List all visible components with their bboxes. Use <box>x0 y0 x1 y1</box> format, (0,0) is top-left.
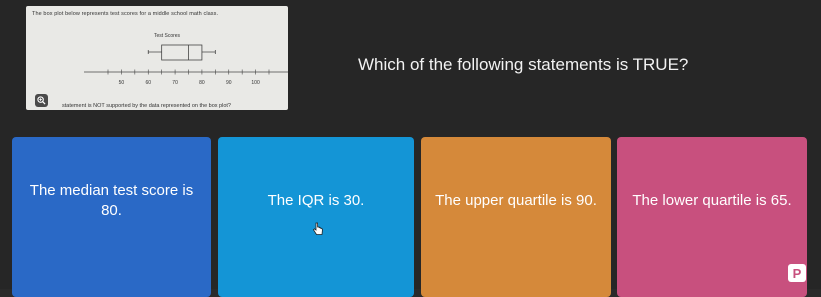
x-tick-label: 100 <box>251 80 260 86</box>
answer-option-4-label: The lower quartile is 65. <box>632 192 792 209</box>
answer-option-2-label: The IQR is 30. <box>267 192 365 209</box>
question-image-header: The box plot below represents test scores for a middle school math class. <box>32 11 219 17</box>
box-plot-chart <box>26 6 288 110</box>
answer-option-1-label: The median test score is 80. <box>29 182 194 219</box>
p-badge: P <box>788 264 806 282</box>
question-image-footer: statement is NOT supported by the data represented on the box plot? <box>62 103 231 109</box>
hand-cursor-icon <box>312 222 324 236</box>
x-tick-label: 90 <box>225 80 232 86</box>
x-tick-label: 70 <box>172 80 178 86</box>
interquartile-box <box>162 45 202 60</box>
x-tick-label: 60 <box>145 80 152 86</box>
question-text: Which of the following statements is TRUE? <box>358 55 689 74</box>
answer-option-3[interactable] <box>421 137 611 297</box>
answer-option-1[interactable] <box>12 137 211 297</box>
x-tick-label: 50 <box>118 80 125 86</box>
answer-option-3-label: The upper quartile is 90. <box>435 192 597 209</box>
answer-option-2[interactable] <box>218 137 414 297</box>
zoom-in-icon <box>37 96 46 105</box>
question-image <box>26 6 288 110</box>
chart-title: Test Scores <box>153 33 181 39</box>
x-tick-label: 80 <box>199 80 205 86</box>
answer-option-4[interactable] <box>617 137 807 297</box>
zoom-button[interactable] <box>35 94 48 107</box>
